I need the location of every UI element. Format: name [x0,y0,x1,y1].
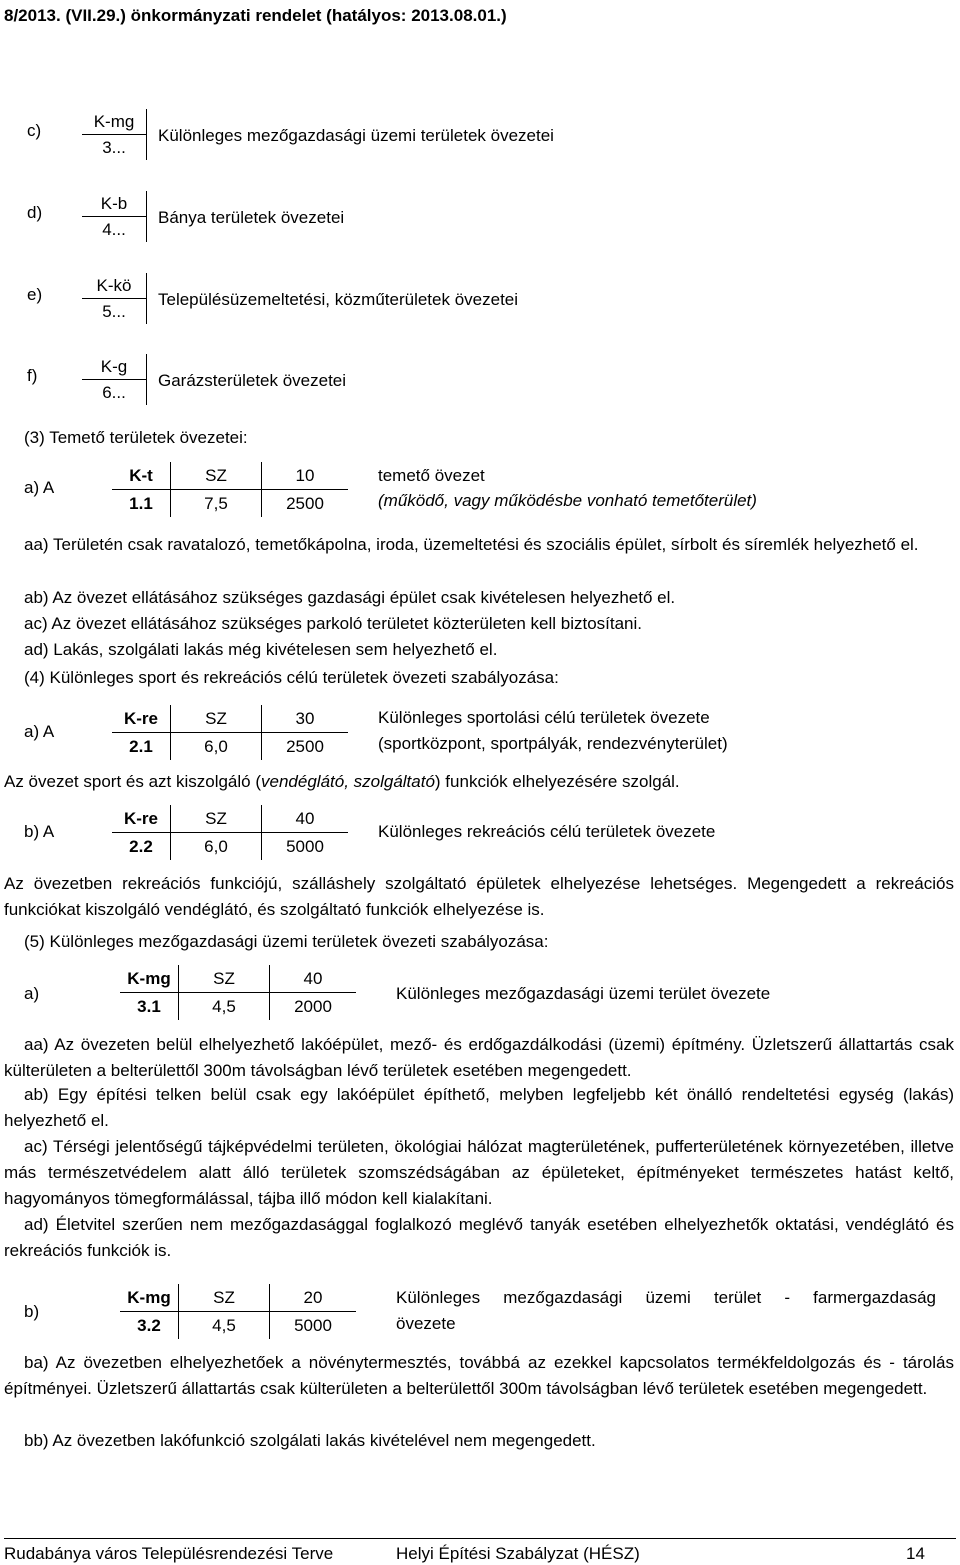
text-segment: ) funkciók elhelyezésére szolgál. [434,772,680,791]
zone-value: 40 [270,965,357,993]
zone-value: 4,5 [179,1312,270,1340]
page-header: 8/2013. (VII.29.) önkormányzati rendelet (hatályos: 2013.08.01.) [4,6,507,25]
zone-table [112,462,348,517]
paragraph: Az övezetben rekreációs funkciójú, szálláshely szolgáltató épületek elhelyezése lehetséges. Megengedett a rekreációs funkciókat kiszolgáló vendéglátó, és szolgáltató funkciók elhelyezése is. [4,874,954,919]
zone-table [120,965,356,1020]
zone-desc: Különleges mezőgazdasági üzemi terület - farmergazdaság [396,1288,936,1307]
list-code: K-kö [96,276,132,295]
list-letter: e) [27,285,43,304]
zone-table [112,805,348,860]
zone-value: 10 [262,462,349,490]
footer-divider [4,1538,956,1539]
zone-code: K-mg [120,1284,179,1312]
paragraph: aa) Területén csak ravatalozó, temetőkápolna, iroda, üzemeltetési és szociális épület, sírbolt és síremlék helyezhető el. [24,535,919,554]
paragraph: aa) Az övezeten belül elhelyezhető lakóépület, mező- és erdőgazdálkodási (üzemi) építmény. Üzletszerű állattartás csak külterületen a belterülettől 300m távolságban lévő területek esetében megengedett. [4,1035,954,1080]
list-letter: f) [27,366,38,385]
zone-desc: (működő, vagy működésbe vonható temetőterület) [378,491,757,510]
zone-code: K-t [112,462,171,490]
footer-left: Rudabánya város Településrendezési Terve [4,1544,334,1563]
zone-desc: Különleges mezőgazdasági üzemi terület övezete [396,984,771,1003]
list-code-box [82,354,147,405]
zone-value: 7,5 [171,490,262,518]
zone-value: 2500 [262,490,349,518]
paragraph: ab) Egy építési telken belül csak egy lakóépület építhető, melyben legfeljebb két önálló rendeltetési egység (lakás) helyezhető el. [4,1085,954,1130]
zone-value: 2500 [262,733,349,761]
list-desc: Bánya területek övezetei [158,208,345,227]
zone-value: 5000 [270,1312,357,1340]
zone-code: K-re [112,805,171,833]
list-desc: Különleges mezőgazdasági üzemi területek övezetei [158,126,554,145]
paragraph [4,772,680,792]
list-code-box [82,191,147,242]
zone-value: 2000 [270,993,357,1021]
paragraph: bb) Az övezetben lakófunkció szolgálati lakás kivételével nem megengedett. [24,1431,596,1450]
paragraph: ab) Az övezet ellátásához szükséges gazdasági épület csak kivételesen helyezhető el. [24,588,676,607]
list-code: K-g [100,357,128,376]
zone-table [112,705,348,760]
list-code: K-mg [93,112,135,131]
zone-sz: SZ [179,965,270,993]
list-num: 3... [82,134,146,160]
paragraph: ad) Életvitel szerűen nem mezőgazdasággal foglalkozó meglévő tanyák esetében elhelyezhetők oktatási, vendéglátó és rekreációs funkciók is. [4,1215,954,1260]
zone-label: a) A [24,722,55,741]
zone-value: 6,0 [171,733,262,761]
zone-code-num: 2.2 [112,833,171,861]
zone-sz: SZ [179,1284,270,1312]
zone-code-num: 1.1 [112,490,171,518]
list-desc: Településüzemeltetési, közműterületek övezetei [158,290,519,309]
zone-desc: (sportközpont, sportpályák, rendezvényterület) [378,734,728,753]
zone-desc: temető övezet [378,466,485,485]
footer-center: Helyi Építési Szabályzat (HÉSZ) [396,1544,640,1563]
zone-sz: SZ [171,462,262,490]
section-title: (5) Különleges mezőgazdasági üzemi területek övezeti szabályozása: [24,932,549,951]
paragraph: ac) Térségi jelentőségű tájképvédelmi területen, ökológiai hálózat magterületének, pufferterületének környezetében, illetve más természetvédelem alatt álló területek szomszédságában az épületeket, építményeket természetes hatást keltő, hagyományos tömegformálással, tájba illő módon kell kialakítani. [4,1137,954,1208]
zone-table [120,1284,356,1339]
zone-label: a) [24,984,40,1003]
zone-value: 40 [262,805,349,833]
list-letter: d) [27,203,43,222]
list-letter: c) [27,121,42,140]
zone-label: b) [24,1302,40,1321]
zone-value: 6,0 [171,833,262,861]
zone-value: 30 [262,705,349,733]
zone-code-num: 3.1 [120,993,179,1021]
zone-sz: SZ [171,805,262,833]
zone-code: K-mg [120,965,179,993]
zone-value: 5000 [262,833,349,861]
zone-code-num: 3.2 [120,1312,179,1340]
zone-code: K-re [112,705,171,733]
page-number: 14 [906,1544,925,1563]
list-code-box [82,109,147,160]
paragraph: ba) Az övezetben elhelyezhetőek a növénytermesztés, továbbá az ezekkel kapcsolatos termékfeldolgozás és - tárolás építményei. Üzletszerű állattartás csak külterületen a belterülettől 300m távolságban lévő területek esetében megengedett. [4,1353,954,1398]
section-title: (4) Különleges sport és rekreációs célú területek övezeti szabályozása: [24,668,559,687]
zone-sz: SZ [171,705,262,733]
zone-desc: övezete [396,1314,456,1333]
zone-desc: Különleges rekreációs célú területek övezete [378,822,716,841]
list-num: 6... [82,379,146,405]
list-num: 5... [82,298,146,324]
zone-code-num: 2.1 [112,733,171,761]
list-num: 4... [82,216,146,242]
zone-label: b) A [24,822,55,841]
zone-desc: Különleges sportolási célú területek övezete [378,708,710,727]
list-code-box [82,273,147,324]
section-title: (3) Temető területek övezetei: [24,428,248,447]
zone-value: 20 [270,1284,357,1312]
zone-label: a) A [24,478,55,497]
list-desc: Garázsterületek övezetei [158,371,347,390]
paragraph: ad) Lakás, szolgálati lakás még kivételesen sem helyezhető el. [24,640,498,659]
text-segment: Az övezet sport és azt kiszolgáló ( [4,772,262,791]
list-code: K-b [100,194,128,213]
paragraph: ac) Az övezet ellátásához szükséges parkoló területet közterületen kell biztosítani. [24,614,643,633]
zone-value: 4,5 [179,993,270,1021]
text-italic: vendéglátó, szolgáltató [261,772,435,791]
